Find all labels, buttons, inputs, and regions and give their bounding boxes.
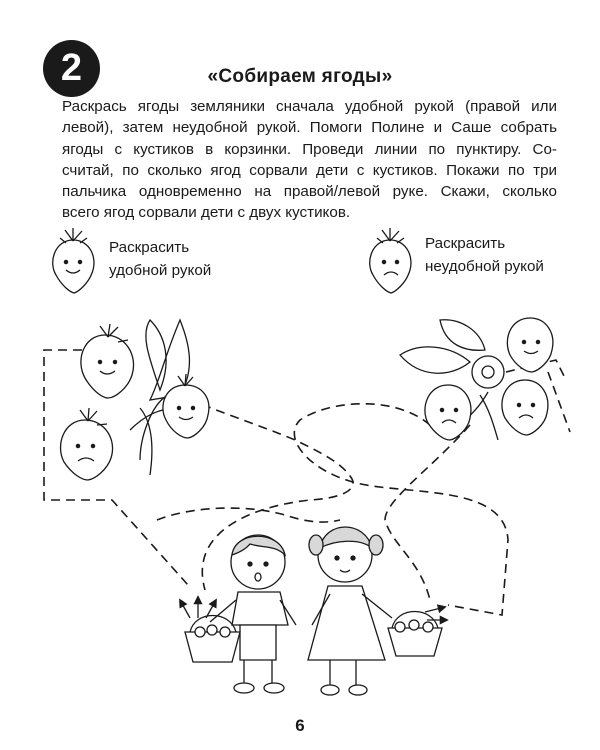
instruction-line: Раскрась ягоды земляники сначала удобной рукой (правой или (62, 98, 557, 115)
legend-label-line: Раскрасить (109, 239, 190, 256)
legend-label-line: неудобной рукой (425, 258, 544, 275)
exercise-number-badge: 2 (43, 40, 100, 97)
boy-sasha-illustration (210, 535, 296, 693)
page-number: 6 (295, 716, 305, 735)
instruction-line: всего ягод сорвали дети с двух кустиков. (62, 204, 351, 222)
sad-strawberry-icon (370, 228, 411, 293)
boy-basket-icon (185, 616, 240, 663)
legend-label-line: удобной рукой (109, 262, 212, 279)
girl-polina-illustration (308, 527, 392, 695)
girl-basket-icon (388, 612, 442, 657)
happy-strawberry-icon (53, 228, 94, 293)
exercise-title: «Собираем ягоды» (207, 66, 393, 87)
instruction-line: считай, по сколько ягод сорвали дети с кустиков. Покажи по три (62, 161, 557, 179)
right-strawberry-bush (400, 318, 553, 440)
instruction-line: левой), затем неудобной рукой. Помоги Полине и Саше собрать (62, 119, 557, 137)
instruction-line: ягоды с кустиков в корзинки. Проведи линии по пунктиру. Со- (62, 140, 557, 158)
left-strawberry-bush (61, 320, 209, 480)
legend-label-line: Раскрасить (425, 235, 506, 252)
instruction-line: пальчика одновременно на правой/левой руке. Скажи, сколько (62, 183, 557, 201)
